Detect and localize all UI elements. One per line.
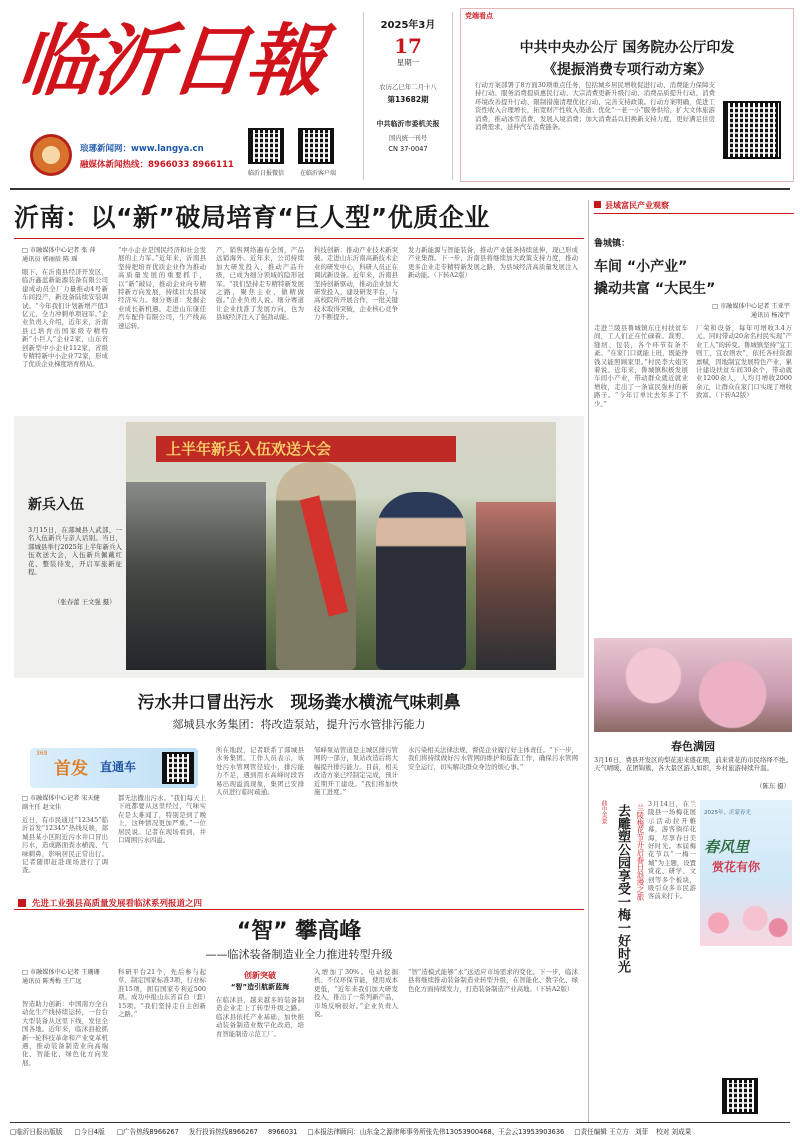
footer-item-ad-hotline: □广告热线8966267	[116, 1128, 179, 1136]
weekday: 星期一	[396, 58, 420, 67]
main-col-5: 发力新能源与智能装备，推动产业链条持续延伸，现已形成产业集群。下一步，沂南县将继续加大政策支持力度，推动更多企业走专精特新发展之路，为县域经济高质量发展注入新动能。（下转A2版）	[408, 246, 578, 280]
headline-box-line2[interactable]: 《提振消费专项行动方案》	[543, 62, 711, 78]
poster-small: 2025年，沂蒙春光	[704, 810, 751, 816]
county-byline	[678, 302, 790, 320]
xiangjin-kicker: 曲中美景	[600, 800, 607, 824]
spring-poster[interactable]	[700, 800, 792, 946]
xiangjin-headline[interactable]: 去雕塑公园享受一梅一好时光	[615, 804, 630, 973]
footer-item-phone: 8966031	[267, 1128, 298, 1136]
zhi-byline-1: □ 市融媒体中心记者 王珊珊	[22, 969, 100, 976]
zhi-col-3: 在临沭县，越来越多的装备制造企业走上了转型升级之路。临沭县依托产业基础，加快推动装备制造业数字化改造，培育智能制造示范工厂。	[216, 996, 304, 1038]
cn-number: CN 37-0047	[388, 145, 428, 153]
county-headline-1[interactable]: 车间 “小产业”	[594, 259, 688, 275]
zhi-col-4: 入增加了30%。电动挖掘机、不仅环保节能，使用成本更低，“近年来我们加大研发投入，推出了一系列新产品，市场反响很好。”企业负责人说。	[314, 968, 398, 1019]
ad-qr-code[interactable]	[162, 752, 194, 784]
footer-item-proofreader: 校对 刘成果	[656, 1128, 692, 1136]
sewage-headline[interactable]: 污水井口冒出污水 现场粪水横流气味刺鼻	[137, 693, 461, 713]
main-col-3: 产，销售网络遍布全国，产品远销海外。近年来，公司持续加大研发投入，推动产品升级，已成为细分领域的隐形冠军。“我们坚持走专精特新发展之路，聚焦主业、做精做强。”企业负责人说。细分赛道让企业找准了发展方向，也为县域经济注入了强劲动能。	[216, 246, 304, 322]
masthead-title	[13, 8, 358, 118]
spring-photo-title: 春色满园	[671, 740, 715, 753]
right-column-divider	[588, 200, 589, 1122]
main-byline-2: 通讯员 郭丽辰 陈 瑶	[22, 256, 78, 263]
sewage-col-2: 都无法撒出污水。“我们每天上下班都要从这里经过，气味实在是太难闻了，特别是到了晚上，这种情况更加严重。”一位居民说。记者在现场看到，井口周围污水四溢。	[118, 794, 206, 845]
main-headline-text: 沂南：以“新”破局培育“巨人型”优质企业	[14, 203, 490, 232]
hotline-label: 融媒体新闻热线：	[80, 160, 149, 170]
website-label: 琅琊新闻网：	[80, 144, 132, 154]
sewage-subhead: 郯城县水务集团：将改造泵站，提升污水管排污能力	[172, 718, 426, 731]
day-number: 17	[394, 34, 422, 58]
hotline-line	[80, 158, 260, 170]
photo-story-title: 新兵入伍	[28, 497, 84, 513]
paper-title: 临沂日報	[13, 16, 327, 107]
website-line	[80, 142, 260, 154]
elder-figure	[376, 492, 466, 670]
county-col-2: 厂荣和设备，每年可增收3.4万元。同时带动20余名村民实现“产业工人”的转变。鲁城镇坚持“宜工则工、宜农则农”，依托各村资源禀赋，因地制宜发展特色产业，累计建设扶贫车间30余个，带动就业1200余人，人均月增收2000余元，让群众在家门口实现了增收致富。（下转A2版）	[696, 324, 792, 400]
headline-kicker: 党端看点	[465, 12, 493, 20]
website-url[interactable]: www.langya.cn	[131, 144, 204, 154]
county-kicker	[594, 200, 794, 214]
spring-photo-caption: 3月16日，费县开发区的梨花迎来盛花期，前来赏花的市民络绎不绝。天气晴暖，花团锦簇，各大景区游人如织，乡村旅游持续升温。	[594, 756, 792, 773]
zhi-subhead: ——临沭装备制造业全力推进转型升级	[205, 948, 393, 961]
headline-box	[460, 8, 794, 182]
ad-sublabel: 直通车	[100, 760, 137, 774]
county-byline-2: 通讯员 杨凌宇	[750, 312, 790, 319]
sewage-col-4: 邹峰泵站管道是主城区排污管网的一部分，泵站改造后将大幅提升排污能力。目前，相关改造方案已经制定完成，预计近期开工建设。“我们将加快施工进度。”	[314, 746, 398, 797]
footer-item-pages: □今日4版	[74, 1128, 105, 1136]
sewage-col-5: 水污染相关法律法规，督促企业履行好主体责任。“下一步，我们将持续做好污水管网的维护和巡查工作，确保污水管网安全运行，切实解决群众身边的烦心事。”	[408, 746, 578, 771]
headline-box-line1[interactable]: 中共中央办公厅 国务院办公厅印发	[519, 40, 735, 56]
sewage-byline-1: □ 市融媒体中心记者 宋天健	[22, 795, 100, 802]
footer-item-complaint: 发行投诉热线8966267	[188, 1128, 258, 1136]
main-col-2: “中小企业是国民经济和社会发展的主力军。”近年来，沂南县坚持把培育优质企业作为推动高质量发展的重要抓手，以“新”破局，推动企业向专精特新方向发展，持续壮大县域经济实力。细分赛道：发掘企业成长新机遇。走进山东康佳汽车配件有限公司，生产线高速运转。	[118, 246, 206, 330]
main-byline-1: □ 市融媒体中心记者 张 萍	[22, 247, 96, 254]
issue-number: 第13682期	[387, 95, 429, 104]
masthead	[0, 0, 800, 188]
footer-item-edition: □临沂日报出版版	[10, 1128, 63, 1136]
recruit-farewell-photo[interactable]	[126, 422, 556, 670]
county-column	[594, 200, 794, 630]
crowd-right	[476, 502, 556, 670]
poster-flowers	[700, 900, 792, 946]
lunar-date: 农历乙巳年二月十八	[379, 83, 437, 91]
sewage-byline-2: 副主任 赵文佳	[22, 804, 62, 811]
county-headline-2[interactable]: 撬动共富 “大民生”	[594, 281, 716, 297]
main-byline	[22, 246, 108, 264]
footer-item-editor-2: 刘菲	[634, 1128, 649, 1136]
zhi-col-2: 科研平台21个，先后参与起草、制定国家标准3项，行业标准15项，拥有国家专利近500项。成功申报山东省首台（套）15项。“我们坚持走自主创新之路。”	[118, 968, 206, 1019]
ad-channel: 369	[36, 750, 48, 757]
year-month: 2025年3月	[380, 20, 436, 31]
hotline-numbers: 8966033 8966111	[148, 160, 234, 170]
sewage-col-1: 近日，有市民通过“12345”临沂首发“12345”热线反映，郯城县某小区附近污水井口冒出污水，造成路面粪水横流、气味刺鼻，影响居民正常出行。记者随即赶赴现场进行了调查。	[22, 816, 108, 875]
photo-story-caption: 3月15日，在郯城县人武部，一名入伍新兵与亲人话别。当日，郯城县举行2025年上半年新兵入伍欢送大会，入伍新兵佩戴红花、整装待发，开启军旅新征程。	[28, 526, 122, 577]
sewage-byline	[22, 794, 108, 812]
wechat-qr-code[interactable]	[248, 128, 284, 164]
footer-bar	[10, 1126, 790, 1140]
crowd-left	[126, 482, 266, 670]
spring-photo-credit: （陈东 摄）	[756, 782, 790, 790]
photo-banner: 上半年新兵入伍欢送大会	[156, 436, 456, 462]
county-kicker-text: 县域富民产业观察	[605, 201, 669, 210]
photo-story	[14, 416, 584, 678]
dateline-box	[363, 12, 453, 180]
series-title: 先进工业强县高质量发展看临沭系列报道之四	[32, 899, 203, 909]
main-headline[interactable]	[14, 198, 574, 234]
publisher: 中共临沂市委机关报	[376, 120, 440, 128]
photo-story-credit: （张春蕾 王文强 摄）	[54, 598, 116, 606]
zhi-col-5: “智”造模式能够“永”远适应市场需求的变化。下一步，临沭县将继续推动装备制造业转型升级，在智能化、数字化、绿色化方面持续发力，打造装备制造产业高地。（下转A2版）	[408, 968, 578, 993]
series-marker	[18, 899, 26, 907]
poster-qr-code[interactable]	[722, 1078, 758, 1114]
blossom-photo[interactable]	[594, 638, 792, 732]
xiangjin-body: 3月14日，在兰陵县一场梅花展示活动拉开帷幕，游客徜徉花海，尽享春日美好时光。本届梅花节以“一梅一城”为主题，设置赏花、研学、文创等多个板块，吸引众多市民游客前来打卡。	[648, 800, 696, 901]
county-kicker-marker	[594, 201, 601, 208]
zhi-byline	[22, 968, 108, 986]
ad-banner[interactable]	[30, 748, 198, 788]
county-col-1: 走进兰陵县鲁城镇东庄村扶贫车间，工人们正在忙碌着。裁剪、缝纫、包装，各个环节有条不紊。“在家门口就能上班，既能挣钱又能照顾家里。”村民李大姐笑着说。近年来，鲁城镇积极发展车间小产业，带动群众就近就业增收，走出了一条富民强村的新路子。“今年订单比去年多了不少。”	[594, 324, 688, 408]
cn-label: 国内统一刊号	[388, 134, 428, 142]
county-dateline: 鲁城镇：	[594, 239, 631, 249]
poster-line-1: 春风里	[704, 838, 750, 856]
sewage-col-3: 所在地段，记者联系了郯城县水务集团。工作人员表示，该处污水管网管径较小，排污能力不足，遇到用水高峰时段容易出现溢流现象，集团已安排人员进行临时疏通。	[216, 746, 304, 797]
ad-label: 首发	[54, 759, 88, 779]
main-col-4: 科技创新：推动产业技术新突破。走进山东沂南高新技术企业的研发中心，科研人员正在调试新设备。近年来，沂南县坚持创新驱动，推动企业加大研发投入，建设研发平台，与高校院所开展合作，一批关键技术取得突破，企业核心竞争力不断提升。	[314, 246, 398, 322]
zhi-headline[interactable]: “智” 攀高峰	[236, 919, 362, 944]
headline-qr-code[interactable]	[723, 101, 781, 159]
wechat-qr-caption: 临沂日报微信	[247, 170, 284, 177]
paper-logo	[30, 134, 72, 176]
footer-item-legal: □本报法律顾问：山东金之源律师事务所张先伟13053900468、王会云13953903636	[307, 1128, 565, 1136]
main-col-1: 眼下，在沂南县经济开发区，临沂鑫蓝新能源装备有限公司建成动员全厂力量推动4号新车间投产，新设备陆续安装调试。“今年我们计划新增产值3亿元，全力冲刺单项冠军。”企业负责人介绍，近年来，沂南县已培育出国家级专精特新“小巨人”企业2家、山东省创新型中小企业112家、省级专精特新中小企业72家，形成了优质企业梯度培育格局。	[22, 268, 108, 369]
zhi-col3-title: 创新突破	[244, 971, 276, 980]
app-qr-caption: 在临沂客户端	[299, 170, 336, 177]
masthead-rule	[10, 188, 790, 190]
headline-box-summary: 行动方案部署了8方面30项重点任务，包括城乡居民增收促进行动、消费能力保障支持行动、服务消费提质惠民行动、大宗消费更新升级行动、消费品质提升行动、消费环境改善提升行动、限制措施清理优化行动、完善支持政策。行动方案明确，促进工资性收入合理增长，拓宽财产性收入渠道；优化“一老一小”服务供给，扩大文体旅游消费，推动冰雪消费，发展入境消费；加大消费品以旧换新支持力度，更好满足住房消费需求，延伸汽车消费链条。	[475, 81, 715, 132]
zhi-byline-2: 通讯员 陈秀梅 王广远	[22, 978, 82, 985]
zhi-col-1: 智造助力创新：中国南方全自动化生产线持续运转，一台台大型装备从这里下线，发往全国各地。近年来，临沭县抢抓新一轮科技革命和产业变革机遇，推动装备制造业向高端化、智能化、绿色化方向发展。	[22, 1000, 108, 1067]
app-qr-code[interactable]	[298, 128, 334, 164]
county-byline-1: □ 市融媒体中心记者 王亚宇	[712, 303, 790, 310]
footer-item-editor: □责任编辑 王立方	[574, 1128, 629, 1136]
footer-rule	[10, 1122, 790, 1123]
main-story-rule	[14, 238, 584, 239]
series-bar	[14, 896, 584, 910]
xiangjin-subhead: 兰陵梅花节开启春日浪漫之旅	[636, 804, 645, 901]
zhi-col3-sub: “智”造引航新蓝海	[230, 983, 290, 991]
poster-line-2: 赏花有你	[712, 860, 761, 874]
